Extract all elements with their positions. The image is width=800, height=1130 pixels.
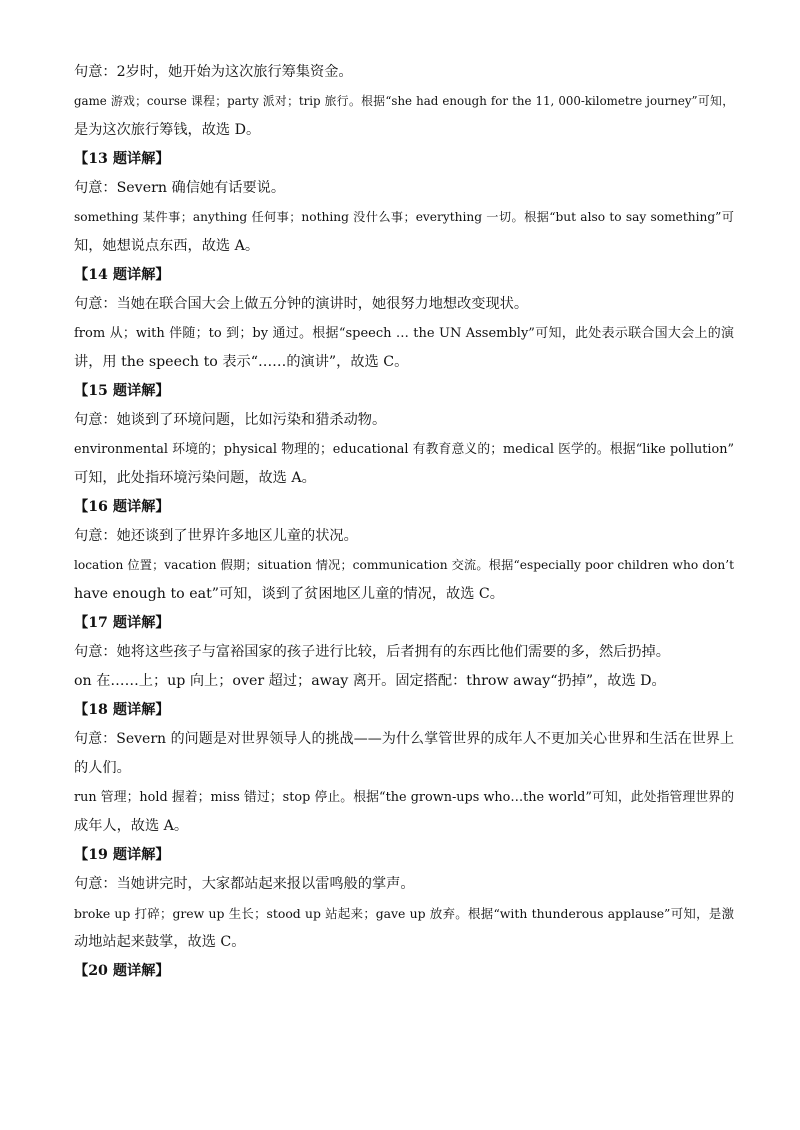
question-20-heading: 【20 题详解】 xyxy=(74,963,170,979)
question-19-heading: 【19 题详解】 xyxy=(74,847,170,863)
question-14-heading: 【14 题详解】 xyxy=(74,267,170,283)
explanation-line: broke up 打碎；grew up 生长；stood up 站起来；gave up 放弃。根据“with thunderous applause”可知，是激 xyxy=(74,906,734,921)
explanation-line: have enough to eat”可知，谈到了贫困地区儿童的情况，故选 C。 xyxy=(74,586,504,602)
explanation-line: 可知，此处指环境污染问题，故选 A。 xyxy=(74,470,316,486)
sentence-meaning-line: 句意：她还谈到了世界许多地区儿童的状况。 xyxy=(74,528,358,544)
explanation-line: run 管理；hold 握着；miss 错过；stop 停止。根据“the grown-ups who…the world”可知，此处指管理世界的 xyxy=(74,790,734,805)
sentence-meaning-line: 句意：Severn 确信她有话要说。 xyxy=(74,180,286,196)
explanation-line: 是为这次旅行筹钱，故选 D。 xyxy=(74,122,261,138)
sentence-meaning-line: 句意：当她讲完时，大家都站起来报以雷鸣般的掌声。 xyxy=(74,876,415,892)
sentence-meaning-line: 句意：她将这些孩子与富裕国家的孩子进行比较，后者拥有的东西比他们需要的多，然后扔掉。 xyxy=(74,644,670,660)
explanation-line: location 位置；vacation 假期；situation 情况；communication 交流。根据“especially poor children who don’t xyxy=(74,558,734,572)
question-17-heading: 【17 题详解】 xyxy=(74,615,170,631)
explanation-line: from 从；with 伴随；to 到；by 通过。根据“speech … the UN Assembly”可知，此处表示联合国大会上的演 xyxy=(74,326,734,341)
sentence-meaning-line: 句意：她谈到了环境问题，比如污染和猎杀动物。 xyxy=(74,412,387,428)
question-16-heading: 【16 题详解】 xyxy=(74,499,170,515)
explanation-line: something 某件事；anything 任何事；nothing 没什么事；everything 一切。根据“but also to say something”可 xyxy=(74,210,734,224)
sentence-meaning-line: 句意：2岁时，她开始为这次旅行筹集资金。 xyxy=(74,64,353,80)
explanation-line: 讲，用 the speech to 表示“……的演讲”，故选 C。 xyxy=(74,354,409,370)
explanation-line: 知，她想说点东西，故选 A。 xyxy=(74,238,260,254)
explanation-line: environmental 环境的；physical 物理的；educational 有教育意义的；medical 医学的。根据“like pollution” xyxy=(74,442,734,457)
question-15-heading: 【15 题详解】 xyxy=(74,383,170,399)
explanation-line: on 在……上；up 向上；over 超过；away 离开。固定搭配：throw away“扔掉”，故选 D。 xyxy=(74,673,666,689)
sentence-meaning-line: 的人们。 xyxy=(74,760,131,776)
sentence-meaning-line: 句意：当她在联合国大会上做五分钟的演讲时，她很努力地想改变现状。 xyxy=(74,296,529,312)
explanation-line: 成年人，故选 A。 xyxy=(74,818,189,834)
explanation-line: game 游戏；course 课程；party 派对；trip 旅行。根据“she had enough for the 11, 000-kilometre journey”可知， xyxy=(74,94,734,108)
document-page xyxy=(74,58,734,986)
explanation-line: 动地站起来鼓掌，故选 C。 xyxy=(74,934,246,950)
question-18-heading: 【18 题详解】 xyxy=(74,702,170,718)
question-13-heading: 【13 题详解】 xyxy=(74,151,170,167)
sentence-meaning-line: 句意：Severn 的问题是对世界领导人的挑战——为什么掌管世界的成年人不更加关心世界和生活在世界上 xyxy=(74,731,734,747)
